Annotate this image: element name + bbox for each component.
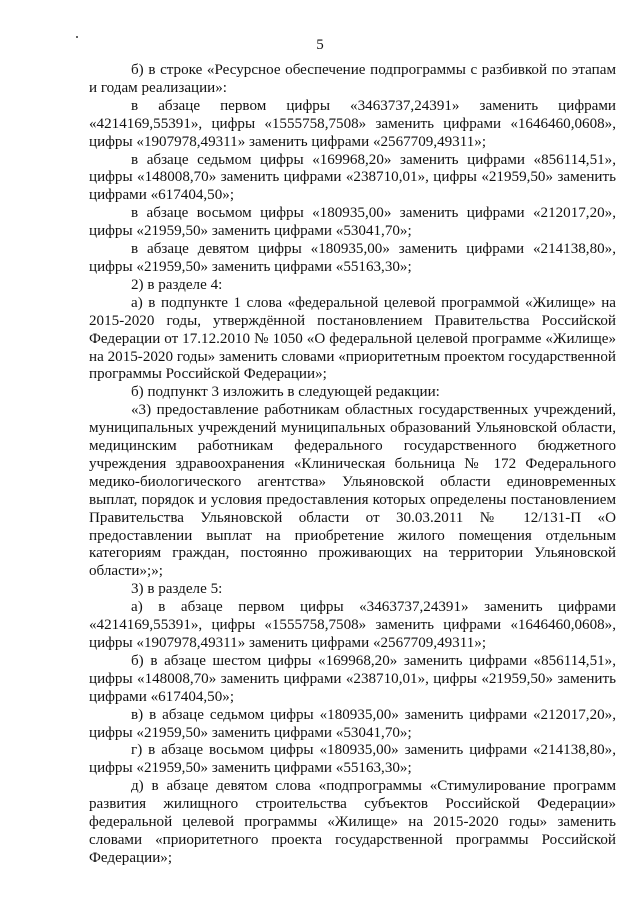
paragraph-section-4: 2) в разделе 4:: [131, 276, 223, 293]
paragraph-eighth-abzac: в абзаце восьмом цифры «180935,00» заменить цифрами «212017,20», цифры «21959,50» заменить цифрами «53041,70»;: [89, 205, 616, 240]
page-number: 5: [316, 37, 324, 53]
paragraph-5g: г) в абзаце восьмом цифры «180935,00» заменить цифрами «214138,80», цифры «21959,50» заменить цифрами «55163,30»;: [89, 742, 616, 777]
paragraph-5b: б) в абзаце шестом цифры «169968,20» заменить цифрами «856114,51», цифры «148008,70» заменить цифрами «238710,01», цифры «21959,50» заменить цифрами «617404,50»;: [89, 652, 616, 705]
paragraph-subpoint-3-intro: б) подпункт 3 изложить в следующей редакции:: [131, 384, 440, 401]
paragraph-subpoint-3-text: «3) предоставление работникам областных государственных учреждений, муниципальных учреждений муниципальных образований Ульяновской области, медицинским работникам федерального государственного бюджетного учреждения здравоохранения «Клиническая больница № 172 Федерального медико-биологического агентства» Ульяновской области единовременных выплат, порядок и условия предоставления которых определены постановлением Правительства Ульяновской области от 30.03.2011 № 12/131-П «О предоставлении выплат на приобретение жилого помещения отдельным категориям граждан, постоянно проживающих на территории Ульяновской области»;»;: [89, 402, 616, 580]
paragraph-5a: а) в абзаце первом цифры «3463737,24391» заменить цифрами «4214169,55391», цифры «1555758,7508» заменить цифрами «1646460,0608», цифры «1907978,49311» заменить цифрами «2567709,49311»;: [89, 599, 616, 651]
paragraph-first-abzac: в абзаце первом цифры «3463737,24391» заменить цифрами «4214169,55391», цифры «1555758,7508» заменить цифрами «1646460,0608», цифры «1907978,49311» заменить цифрами «2567709,49311»;: [89, 97, 616, 150]
paragraph-b-resource-row: б) в строке «Ресурсное обеспечение подпрограммы с разбивкой по этапам и годам реализации»:: [89, 62, 616, 96]
document-body: [89, 62, 616, 868]
paragraph-section-5: 3) в разделе 5:: [131, 581, 223, 598]
paragraph-5d: д) в абзаце девятом слова «подпрограммы «Стимулирование программ развития жилищного строительства субъектов Российской Федерации» федеральной целевой программы «Жилище» на 2015-2020 годы» заменить словами «приоритетного проекта государственной программы Российской Федерации»;: [89, 778, 616, 866]
paragraph-ninth-abzac: в абзаце девятом цифры «180935,00» заменить цифрами «214138,80», цифры «21959,50» заменить цифрами «55163,30»;: [89, 241, 616, 275]
paragraph-5v: в) в абзаце седьмом цифры «180935,00» заменить цифрами «212017,20», цифры «21959,50» заменить цифрами «53041,70»;: [89, 706, 616, 741]
paragraph-subpoint-1: а) в подпункте 1 слова «федеральной целевой программой «Жилище» на 2015-2020 годы, утверждённой постановлением Правительства Российской Федерации от 17.12.2010 № 1050 «О федеральной целевой программе «Жилище» на 2015-2020 годы» заменить словами «приоритетным проектом государственной программы Российской Федерации»;: [89, 294, 616, 383]
paragraph-seventh-abzac: в абзаце седьмом цифры «169968,20» заменить цифрами «856114,51», цифры «148008,70» заменить цифрами «238710,01», цифры «21959,50» заменить цифрами «617404,50»;: [89, 151, 616, 204]
